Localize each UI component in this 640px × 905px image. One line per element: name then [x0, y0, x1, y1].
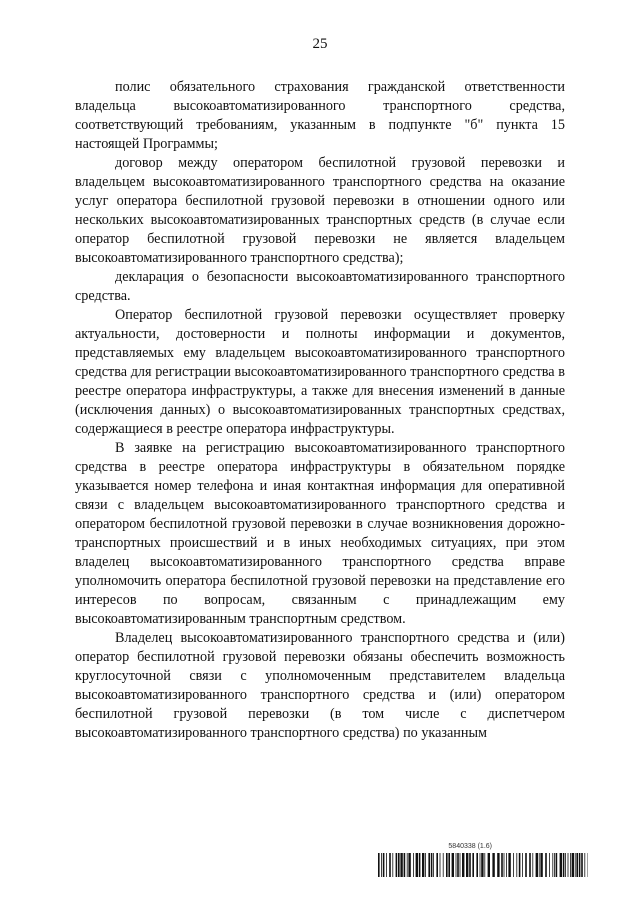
- paragraph-operator-contract: договор между оператором беспилотной грузовой перевозки и владельцем высокоавтоматизированного транспортного средства на оказание услуг оператора беспилотной грузовой перевозки в отношении одного или нескольких высокоавтоматизированных транспортных средств (в случае если оператор беспилотной грузовой перевозки не является владельцем высокоавтоматизированного транспортного средства);: [75, 155, 565, 266]
- barcode-image: [378, 853, 588, 877]
- paragraph-owner-obligations: Владелец высокоавтоматизированного транспортного средства и (или) оператор беспилотной грузовой перевозки обязаны обеспечить возможность круглосуточной связи с уполномоченным представителем владельца высокоавтоматизированного транспортного средства и (или) оператором беспилотной грузовой перевозки (в том числе с диспетчером высокоавтоматизированного транспортного средства) по указанным: [75, 630, 565, 741]
- paragraph-insurance-policy: полис обязательного страхования гражданской ответственности владельца высокоавтоматизированного транспортного средства, соответствующий требованиям, указанным в подпункте "б" пункта 15 настоящей Программы;: [75, 79, 565, 152]
- document-body: [75, 78, 565, 743]
- paragraph-registration-application: В заявке на регистрацию высокоавтоматизированного транспортного средства в реестре оператора инфраструктуры в обязательном порядке указывается номер телефона и иная контактная информация для оперативной связи с владельцем высокоавтоматизированного транспортного средства и оператором беспилотной грузовой перевозки в случае возникновения дорожно-транспортных происшествий и в иных необходимых ситуациях, при этом владелец высокоавтоматизированного транспортного средства вправе уполномочить оператора беспилотной грузовой перевозки на представление его интересов по вопросам, связанным с принадлежащим ему высокоавтоматизированным транспортным средством.: [75, 440, 565, 627]
- document-code-block: [378, 843, 588, 879]
- document-code: 5840338 (1.6): [448, 843, 492, 850]
- paragraph-safety-declaration: декларация о безопасности высокоавтоматизированного транспортного средства.: [75, 269, 565, 304]
- paragraph-operator-verification: Оператор беспилотной грузовой перевозки осуществляет проверку актуальности, достоверности и полноты информации и документов, представляемых ему владельцем высокоавтоматизированного транспортного средства для регистрации высокоавтоматизированного транспортного средства в реестре оператора инфраструктуры, а также для внесения изменений в данные (исключения данных) о высокоавтоматизированных транспортных средствах, содержащиеся в реестре оператора инфраструктуры.: [75, 307, 565, 437]
- page-number: 25: [312, 36, 328, 52]
